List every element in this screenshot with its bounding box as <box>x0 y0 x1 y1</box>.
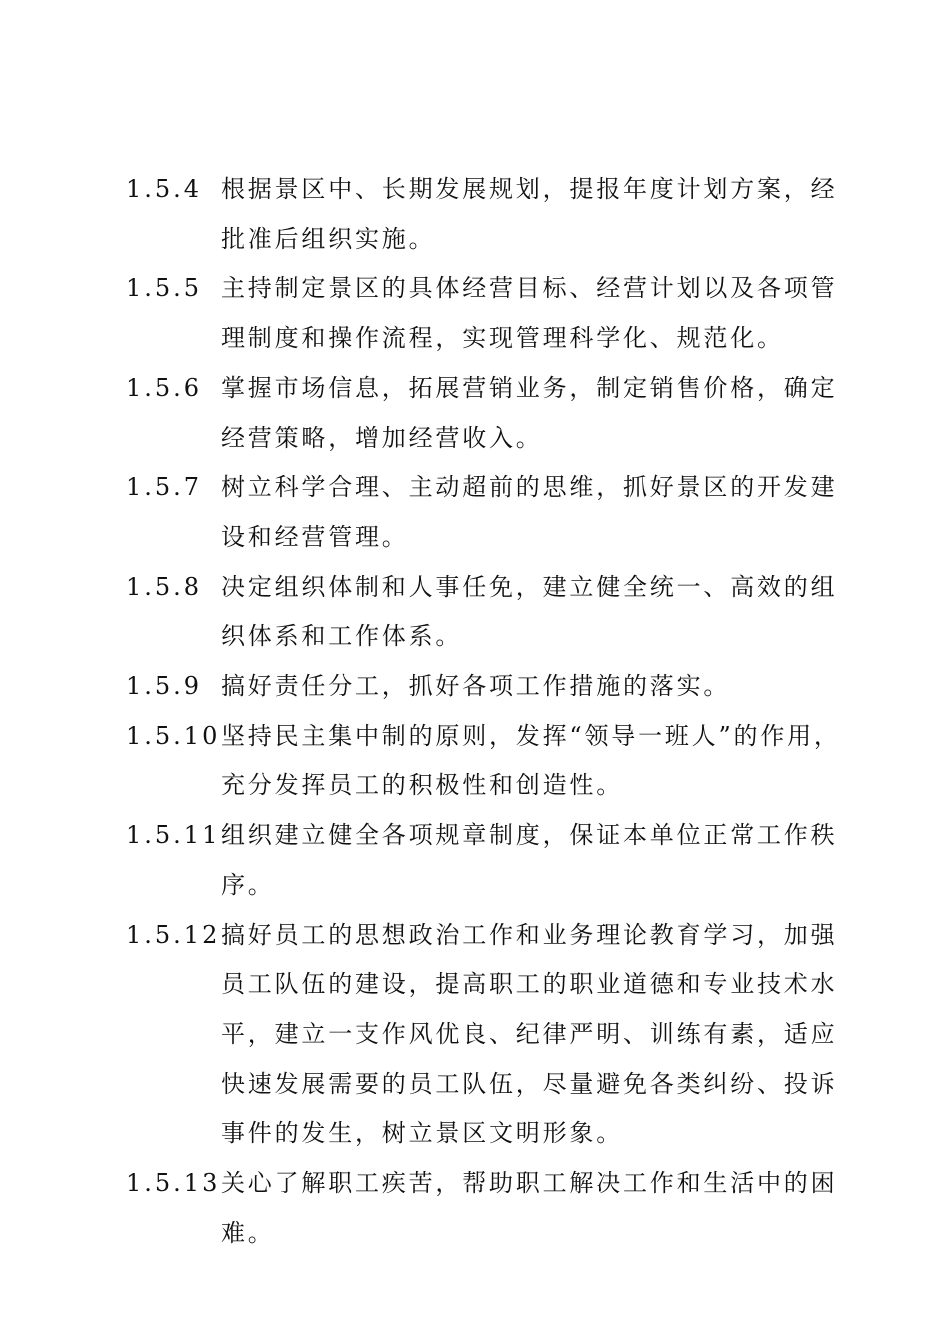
clause-number: 1.5.12 <box>126 920 221 949</box>
clause-number: 1.5.4 <box>126 175 203 203</box>
clause-text: 组织建立健全各项规章制度，保证本单位正常工作秩序。 <box>221 821 838 899</box>
clause-list <box>126 165 906 1258</box>
clause-number: 1.5.7 <box>126 473 203 502</box>
clause-1-5-8 <box>126 563 906 662</box>
clause-text: 树立科学合理、主动超前的思维，抓好景区的开发建设和经营管理。 <box>221 473 838 551</box>
clause-number: 1.5.10 <box>126 721 221 750</box>
clause-1-5-11 <box>126 811 906 910</box>
clause-number: 1.5.13 <box>126 1169 221 1198</box>
clause-text: 搞好员工的思想政治工作和业务理论教育学习，加强员工队伍的建设，提高职工的职业道德和专业技术水平，建立一支作风优良、纪律严明、训练有素，适应快速发展需要的员工队伍，尽量避免各类纠纷、投诉事件的发生，树立景区文明形象。 <box>221 920 838 1148</box>
clause-number: 1.5.5 <box>126 274 203 303</box>
clause-text: 搞好责任分工，抓好各项工作措施的落实。 <box>221 672 731 701</box>
clause-text: 决定组织体制和人事任免，建立健全统一、高效的组织体系和工作体系。 <box>221 572 838 651</box>
clause-1-5-10 <box>126 712 906 811</box>
clause-number: 1.5.9 <box>126 672 203 701</box>
clause-1-5-5 <box>126 264 906 363</box>
clause-1-5-12 <box>126 911 906 1160</box>
clause-text: 坚持民主集中制的原则，发挥“领导一班人”的作用，充分发挥员工的积极性和创造性。 <box>221 721 841 800</box>
clause-text: 掌握市场信息，拓展营销业务，制定销售价格，确定经营策略，增加经营收入。 <box>221 373 838 452</box>
clause-number: 1.5.6 <box>126 373 203 402</box>
clause-1-5-6 <box>126 364 906 463</box>
clause-number: 1.5.11 <box>126 821 221 850</box>
clause-1-5-13 <box>126 1159 906 1258</box>
clause-1-5-9 <box>126 662 906 712</box>
clause-number: 1.5.8 <box>126 572 203 601</box>
clause-text: 根据景区中、长期发展规划，提报年度计划方案，经批准后组织实施。 <box>221 175 838 253</box>
clause-text: 关心了解职工疾苦，帮助职工解决工作和生活中的困难。 <box>221 1169 838 1247</box>
clause-text: 主持制定景区的具体经营目标、经营计划以及各项管理制度和操作流程，实现管理科学化、规范化。 <box>221 274 838 353</box>
clause-1-5-7 <box>126 463 906 562</box>
clause-1-5-4 <box>126 165 906 264</box>
